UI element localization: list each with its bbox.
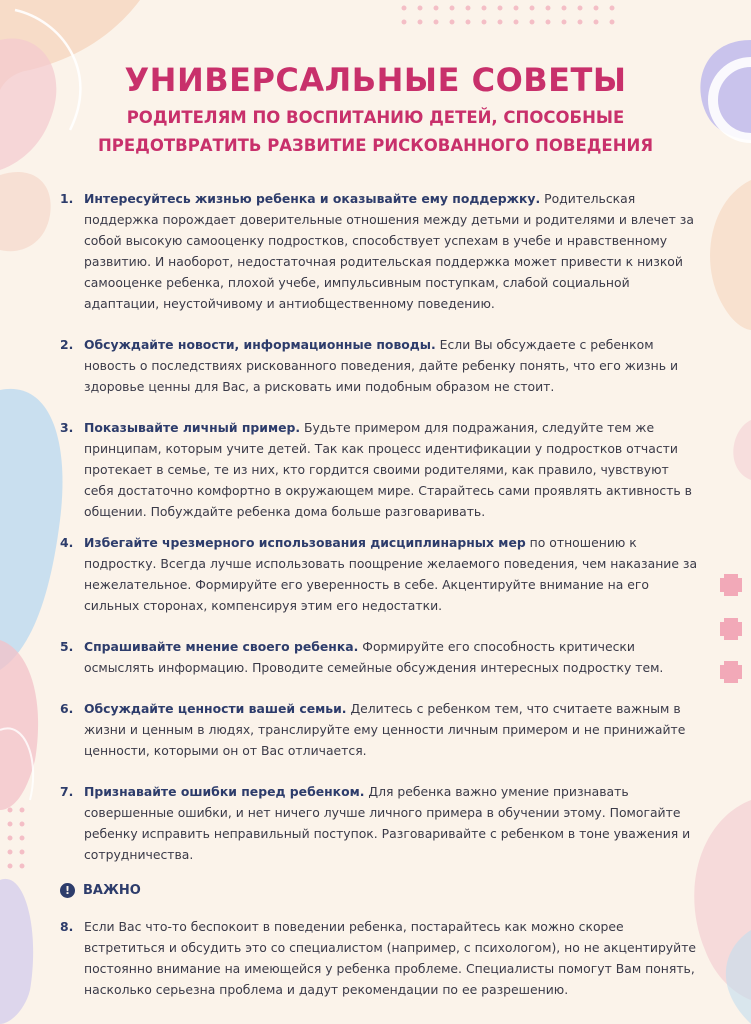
list-item (60, 334, 700, 397)
list-item (60, 188, 700, 314)
item-number: 4. (60, 535, 74, 550)
item-lead: Показывайте личный пример. (84, 420, 301, 435)
page-title: УНИВЕРСАЛЬНЫЕ СОВЕТЫ (124, 61, 627, 99)
item-lead: Признавайте ошибки перед ребенком. (84, 784, 365, 799)
subtitle-line: РОДИТЕЛЯМ ПО ВОСПИТАНИЮ ДЕТЕЙ, СПОСОБНЫЕ (126, 108, 625, 127)
list-item (60, 532, 700, 616)
important-label: ВАЖНО (83, 883, 141, 898)
subtitle-line: ПРЕДОТВРАТИТЬ РАЗВИТИЕ РИСКОВАННОГО ПОВЕДЕНИЯ (97, 136, 654, 155)
item-number: 2. (60, 337, 74, 352)
list-item (60, 417, 700, 522)
item-text: Если Вас что-то беспокоит в поведении ребенка, постарайтесь как можно скорее встретиться и обсудить это со специалистом (например, с психологом), но не акцентируйте постоянно внимание на имеющейся у ребенка проблеме. Специалисты помогут Вам понять, насколько серьезна проблема и дадут рекомендации по ее разрешению. (84, 919, 697, 997)
item-number: 8. (60, 919, 74, 934)
page-subtitle (0, 104, 751, 160)
item-text: Будьте примером для подражания, следуйте тем же принципам, которым учите детей. Так как процесс идентификации у подростков отчасти протекает в семье, те из них, кто гордится своими родителями, как правило, чувствуют себя достаточно комфортно в окружающем мире. Старайтесь сами проявлять активность в общении. Побуждайте ребенка дома больше разговаривать. (84, 420, 692, 519)
exclamation-icon: ! (60, 883, 75, 898)
item-lead: Обсуждайте ценности вашей семьи. (84, 701, 347, 716)
advice-list (60, 188, 700, 1020)
item-number: 6. (60, 701, 74, 716)
item-text: по отношению к подростку. Всегда лучше использовать поощрение желаемого поведения, чем наказание за нежелательное. Формируйте его уверенность в себе. Акцентируйте внимание на его сильных сторонах, компенсируя этим его недостатки. (84, 535, 698, 613)
item-lead: Интересуйтесь жизнью ребенка и оказывайте ему поддержку. (84, 191, 541, 206)
important-heading (60, 883, 700, 898)
item-lead: Спрашивайте мнение своего ребенка. (84, 639, 359, 654)
item-number: 5. (60, 639, 74, 654)
list-item (60, 636, 700, 678)
item-lead: Обсуждайте новости, информационные поводы. (84, 337, 436, 352)
list-item (60, 781, 700, 865)
item-number: 1. (60, 191, 74, 206)
item-text: Делитесь с ребенком тем, что считаете важным в жизни и ценным в людях, транслируйте ему ценности личным примером и не принижайте ценности, которыми он от Вас отличается. (84, 701, 686, 758)
item-lead: Избегайте чрезмерного использования дисциплинарных мер (84, 535, 526, 550)
item-text: Родительская поддержка порождает доверительные отношения между детьми и родителями и влечет за собой высокую самооценку подростков, способствует успехам в учебе и нравственному развитию. И наоборот, недостаточная родительская поддержка может привести к низкой самооценке ребенка, плохой учебе, импульсивным поступкам, слабой социальной адаптации, неустойчивому и антиобщественному поведению. (84, 191, 694, 311)
item-text: Формируйте его способность критически осмыслять информацию. Проводите семейные обсуждения интересных подростку тем. (84, 639, 664, 675)
item-number: 7. (60, 784, 74, 799)
list-item (60, 698, 700, 761)
item-number: 3. (60, 420, 74, 435)
list-item (60, 916, 700, 1000)
item-text: Если Вы обсуждаете с ребенком новость о последствиях рискованного поведения, дайте ребенку понять, что его жизнь и здоровье ценны для Вас, а рисковать ими подобным образом не стоит. (84, 337, 679, 394)
item-text: Для ребенка важно умение признавать совершенные ошибки, и нет ничего лучше личного примера в обучении этому. Помогайте ребенку исправить неправильный поступок. Разговаривайте с ребенком в тоне уважения и сотрудничества. (84, 784, 691, 862)
